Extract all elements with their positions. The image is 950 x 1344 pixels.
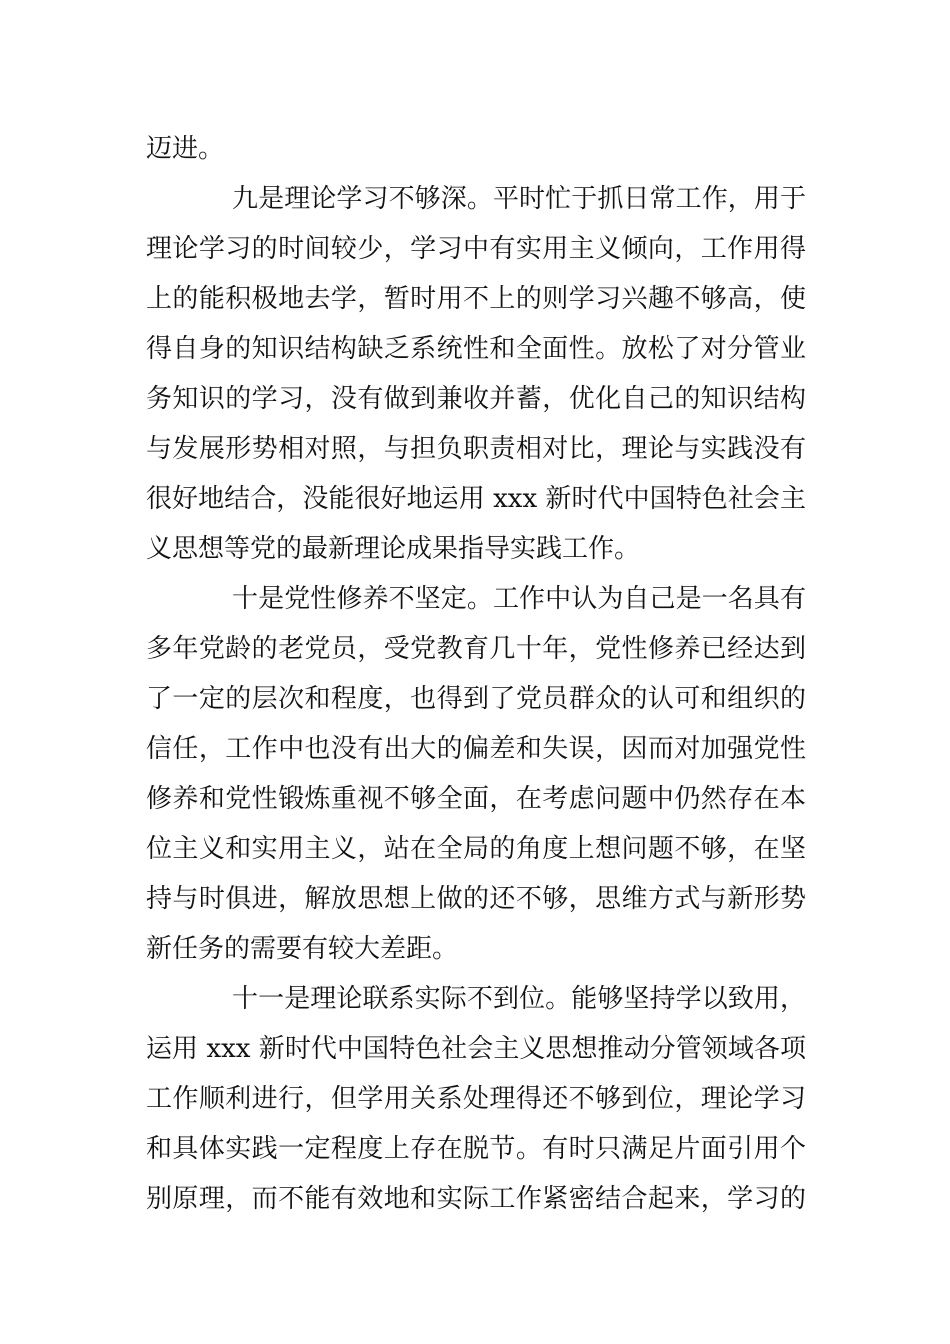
text-line: 修养和党性锻炼重视不够全面，在考虑问题中仍然存在本 (146, 784, 806, 814)
text-line: 很好地结合，没能很好地运用 xxx 新时代中国特色社会主 (146, 484, 806, 514)
text-line: 位主义和实用主义，站在全局的角度上想问题不够，在坚 (146, 834, 806, 864)
text-line: 上的能积极地去学，暂时用不上的则学习兴趣不够高，使 (146, 284, 806, 314)
text-line: 工作顺利进行，但学用关系处理得还不够到位，理论学习 (146, 1084, 806, 1114)
text-line: 与发展形势相对照，与担负职责相对比，理论与实践没有 (146, 434, 806, 464)
text-line: 得自身的知识结构缺乏系统性和全面性。放松了对分管业 (146, 334, 806, 364)
text-line: 和具体实践一定程度上存在脱节。有时只满足片面引用个 (146, 1134, 806, 1164)
text-line: 信任，工作中也没有出大的偏差和失误，因而对加强党性 (146, 734, 806, 764)
text-line: 务知识的学习，没有做到兼收并蓄，优化自己的知识结构 (146, 384, 806, 414)
paragraph-start-line: 九是理论学习不够深。平时忙于抓日常工作，用于 (232, 184, 806, 214)
text-line: 理论学习的时间较少，学习中有实用主义倾向，工作用得 (146, 234, 806, 264)
text-line: 持与时俱进，解放思想上做的还不够，思维方式与新形势 (146, 884, 806, 914)
text-line: 运用 xxx 新时代中国特色社会主义思想推动分管领域各项 (146, 1034, 806, 1064)
paragraph-start-line: 十是党性修养不坚定。工作中认为自己是一名具有 (232, 584, 806, 614)
paragraph-start-line: 十一是理论联系实际不到位。能够坚持学以致用， (232, 984, 806, 1014)
text-line: 新任务的需要有较大差距。 (146, 934, 459, 964)
text-line: 迈进。 (146, 134, 225, 164)
text-line: 义思想等党的最新理论成果指导实践工作。 (146, 534, 641, 564)
text-line: 多年党龄的老党员，受党教育几十年，党性修养已经达到 (146, 634, 806, 664)
text-line: 别原理，而不能有效地和实际工作紧密结合起来，学习的 (146, 1184, 806, 1214)
text-line: 了一定的层次和程度，也得到了党员群众的认可和组织的 (146, 684, 806, 714)
